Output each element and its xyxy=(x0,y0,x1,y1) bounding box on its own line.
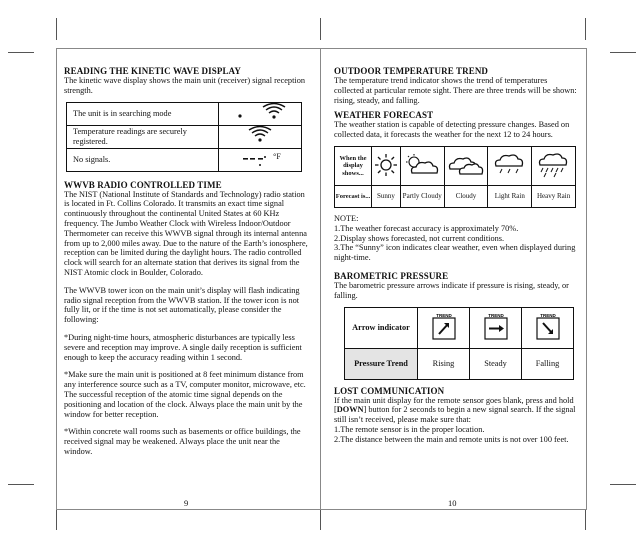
tip-night-time: *During night-time hours, atmospheric disturbances are typically less severe and reception may improve. A single daily reception is sufficient enough to keep the accuracy reading within 1 second. xyxy=(64,332,302,362)
weather-forecast-heading: WEATHER FORECAST xyxy=(334,110,434,121)
right-page xyxy=(334,66,578,445)
signal-wave-icon xyxy=(219,125,302,148)
cloudy-icon xyxy=(444,146,488,185)
kinetic-row-label: The unit is in searching mode xyxy=(67,102,219,125)
kinetic-wave-table xyxy=(66,102,302,172)
wwvb-tower-paragraph: The WWVB tower icon on the main unit’s display will flash indicating radio signal reception from the WWVB station. If the tower icon is not fully lit, or if the time is not set automatically, please consider the following: xyxy=(64,285,300,325)
wwvb-heading: WWVB RADIO CONTROLLED TIME xyxy=(64,179,222,190)
forecast-label: Sunny xyxy=(372,185,401,207)
table-row xyxy=(67,148,302,171)
crop-mark xyxy=(56,18,57,40)
forecast-row2-label: Forecast is... xyxy=(335,185,372,207)
table-row xyxy=(345,307,574,348)
crop-mark xyxy=(8,52,34,53)
kinetic-row-label: Temperature readings are securely registered. xyxy=(67,125,219,148)
forecast-label: Partly Cloudy xyxy=(400,185,444,207)
crop-mark xyxy=(56,510,57,530)
kinetic-wave-heading: READING THE KINETIC WAVE DISPLAY xyxy=(64,66,241,76)
crop-mark xyxy=(8,484,34,485)
steady-arrow-icon xyxy=(470,307,522,348)
temperature-unit: °F xyxy=(273,151,281,161)
trend-label: Falling xyxy=(522,348,574,379)
pressure-trend-label: Pressure Trend xyxy=(345,348,418,379)
page-number: 9 xyxy=(184,498,189,508)
lost-communication-heading: LOST COMMUNICATION xyxy=(334,385,445,396)
arrow-indicator-label: Arrow indicator xyxy=(345,307,418,348)
table-row xyxy=(335,146,576,185)
searching-signal-icon xyxy=(219,102,302,125)
crop-mark xyxy=(320,510,321,530)
crop-mark xyxy=(610,484,636,485)
note-item: 3.The “Sunny” icon indicates clear weather, even when displayed during night-time. xyxy=(334,243,576,263)
pressure-table xyxy=(344,307,574,380)
forecast-table xyxy=(334,146,576,208)
down-key-label: DOWN xyxy=(336,405,364,415)
kinetic-wave-text: The kinetic wave display shows the main unit (receiver) signal reception strength. xyxy=(64,76,305,95)
note-title: NOTE: xyxy=(334,213,359,223)
no-signal-display xyxy=(219,148,302,171)
trend-label: Steady xyxy=(470,348,522,379)
crop-mark xyxy=(585,18,586,40)
barometric-text: The barometric pressure arrows indicate if pressure is rising, steady, or falling. xyxy=(334,280,569,300)
kinetic-row-label: No signals. xyxy=(67,148,219,171)
left-page xyxy=(64,66,308,457)
crop-mark xyxy=(320,18,321,40)
sunny-icon xyxy=(372,146,401,185)
temperature-trend-heading: OUTDOOR TEMPERATURE TREND xyxy=(334,66,489,76)
wwvb-paragraph: The NIST (National Institute of Standards and Technology) radio station is located in Ft. Collins Colorado. It transmits an exact time signal continuously throughout the continental United States at 60 KHz frequency. The Jumbo Weather Clock with Wireless Indoor/Outdoor Thermometer can receive this WWVB signal through its internal antenna from up to 2,000 miles away. Due to the nature of the Earth’s ionosphere, reception can be limited during the daylight hours. The radio controlled clock will search for an alternate station that derives its signal from the NIST Atomic clock in Boulder, Colorado. xyxy=(64,189,308,277)
weather-forecast-text: The weather station is capable of detecting pressure changes. Based on collected data, it forecasts the weather for the next 12 to 24 hours. xyxy=(334,120,570,140)
svg-text:TREND: TREND xyxy=(487,313,504,319)
forecast-row1-label: When the display shows... xyxy=(335,146,372,185)
tip-positioning: *Make sure the main unit is positioned at 8 feet minimum distance from any interference source such as a TV, computer monitor, microwave, etc. The successful reception of the atomic time signal depends on the positioning and location of the clock. Always place the main unit by the window for better reception. xyxy=(64,370,306,419)
trend-label: Rising xyxy=(418,348,470,379)
crop-mark xyxy=(585,510,586,530)
crop-mark xyxy=(610,52,636,53)
tip-concrete-walls: *Within concrete wall rooms such as basements or office buildings, the received signal may be weakened. Always place the unit near the window. xyxy=(64,427,301,456)
rising-arrow-icon xyxy=(418,307,470,348)
svg-text:TREND: TREND xyxy=(539,313,556,319)
heavy-rain-icon xyxy=(532,146,576,185)
temperature-trend-text: The temperature trend indicator shows the trend of temperatures collected at particular remote sight. There are three trends will be shown: rising, steady, and falling. xyxy=(334,76,577,105)
table-row xyxy=(67,125,302,148)
check-item: 2.The distance between the main and remote units is not over 100 feet. xyxy=(334,434,569,444)
forecast-label: Heavy Rain xyxy=(532,185,576,207)
forecast-label: Cloudy xyxy=(444,185,488,207)
svg-text:TREND: TREND xyxy=(435,313,452,319)
table-row xyxy=(335,185,576,207)
note-item: 1.The weather forecast accuracy is approximately 70%. xyxy=(334,223,519,233)
table-row xyxy=(67,102,302,125)
falling-arrow-icon xyxy=(522,307,574,348)
lost-communication-text: If the main unit display for the remote sensor goes blank, press and hold [DOWN] button for 2 seconds to begin a new signal search. If the signal still isn’t received, please make sure that: xyxy=(334,395,576,425)
page-number: 10 xyxy=(448,498,457,508)
forecast-label: Light Rain xyxy=(488,185,532,207)
light-rain-icon xyxy=(488,146,532,185)
no-signal-icon xyxy=(239,152,273,168)
check-item: 1.The remote sensor is in the proper location. xyxy=(334,424,485,434)
barometric-heading: BAROMETRIC PRESSURE xyxy=(334,270,449,281)
note-item: 2.Display shows forecasted, not current conditions. xyxy=(334,233,505,243)
partly-cloudy-icon xyxy=(400,146,444,185)
table-row xyxy=(345,348,574,379)
